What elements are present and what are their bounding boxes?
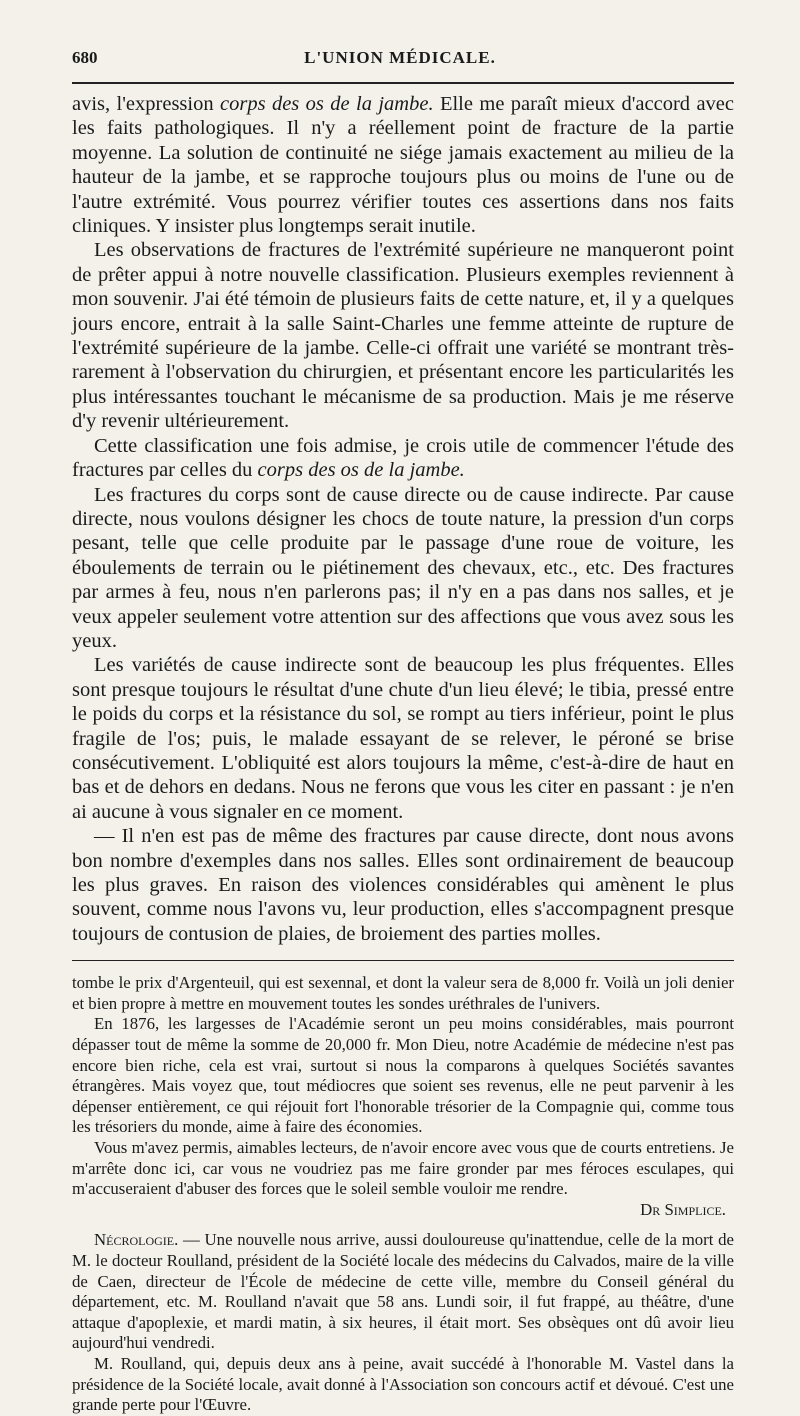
paragraph-4: Les fractures du corps sont de cause directe ou de cause indirecte. Par cause directe, nous voulons désigner les chocs de toute nature, la pression d'un corps pesant, telle que celle produite par le passage d'une roue de voiture, les éboulements de terrain ou le piétinement des chevaux, etc., etc. Des fractures par armes à feu, nous n'en parlerons pas; il n'y en a pas dans nos salles, et je veux appeler seulement votre attention sur des affections que vous avez sous les yeux. — [72, 483, 734, 652]
necrology-paragraph-1: Nécrologie. — Une nouvelle nous arrive, aussi douloureuse qu'inattendue, celle de la mort de M. le docteur Roulland, président de la Société locale des médecins du Calvados, maire de la ville de Caen, directeur de l'École de médecine de cette ville, membre du Conseil général du département, etc. M. Roulland n'avait que 58 ans. Lundi soir, il fut frappé, au théâtre, d'une attaque d'apoplexie, et mardi matin, à six heures, il était mort. Ses obsèques ont dû avoir lieu aujourd'hui vendredi. — [72, 1230, 734, 1353]
feuilleton-paragraph-1: tombe le prix d'Argenteuil, qui est sexennal, et dont la valeur sera de 8,000 fr. Voilà un joli denier et bien propre à mettre en mouvement toutes les sondes uréthrales de l'univers. — [72, 973, 734, 1013]
necrology-paragraph-2: M. Roulland, qui, depuis deux ans à peine, avait succédé à l'honorable M. Vastel dans la présidence de la Société locale, avait donné à l'Association son concours actif et dévoué. C'est une grande perte pour l'Œuvre. — [72, 1353, 734, 1415]
paragraph-1: avis, l'expression corps des os de la jambe. Elle me paraît mieux d'accord avec les faits pathologiques. Il n'y a réellement point de fracture de la partie moyenne. La solution de continuité ne siége jamais exactement au milieu de la hauteur de la jambe, et se rapproche toujours plus ou moins de l'une ou de l'autre extrémité. Vous pourrez vérifier toutes ces assertions dans nos faits cliniques. Y insister plus longtemps serait inutile. — [72, 93, 734, 238]
signature: Dr Simplice. — [640, 1199, 726, 1219]
spacer — [72, 1220, 734, 1230]
emphasis-corps-des-os-2: corps des os de la jambe. — [257, 459, 465, 482]
feuilleton-paragraph-3: Vous m'avez permis, aimables lecteurs, de n'avoir encore avec vous que de courts entretiens. Je m'arrête donc ici, car vous ne voudriez pas me faire gronder par mes féroces esculapes, qui m'accuseraient d'abuser des forces que le soleil semble vouloir me rendre. — [72, 1137, 734, 1199]
header-rule — [72, 82, 734, 84]
necrology-section — [72, 1230, 734, 1415]
feuilleton — [72, 973, 734, 1220]
main-text — [72, 92, 734, 946]
feuilleton-paragraph-2: En 1876, les largesses de l'Académie seront un peu moins considérables, mais pourront dépasser tout de même la somme de 20,000 fr. Mon Dieu, notre Académie de médecine n'est pas encore bien riche, cela est vrai, surtout si nous la comparons à quelques Sociétés savantes étrangères. Mais voyez que, tout médiocres que soient ses revenus, elle ne peut parvenir à les dépenser entièrement, ce qui réjouit fort l'honorable trésorier de la Compagnie qui, comme tous les trésoriers du monde, aime à faire des économies. — [72, 1014, 734, 1137]
feuilleton-rule — [72, 960, 734, 961]
paragraph-2: Les observations de fractures de l'extrémité supérieure ne manqueront point de prêter appui à notre nouvelle classification. Plusieurs exemples reviennent à mon souvenir. J'ai été témoin de plusieurs faits de cette nature, et, il y a quelques jours encore, entrait à la salle Saint-Charles une femme atteinte de rupture de l'extrémité supérieure de la jambe. Celle-ci offrait une variété se montrant très-rarement à l'observation du chirurgien, et présentant encore les particularités les plus intéressantes touchant le mécanisme de sa production. Mais je me réserve d'y revenir ultérieurement. — [72, 239, 734, 433]
paragraph-6: — Il n'en est pas de même des fractures par cause directe, dont nous avons bon nombre d'exemples dans nos salles. Elles sont ordinairement de beaucoup les plus graves. En raison des violences considérables qui amènent le plus souvent, comme nous l'avons vu, leur production, elles s'accompagnent presque toujours de contusion de plaies, de broiement des parties molles. — [72, 825, 734, 945]
paragraph-3: Cette classification une fois admise, je crois utile de commencer l'étude des fractures par celles du corps des os de la jambe. — [72, 434, 734, 482]
paragraph-5: Les variétés de cause indirecte sont de beaucoup les plus fréquentes. Elles sont presque toujours le résultat d'une chute d'un lieu élevé; le tibia, pressé entre le poids du corps et la résistance du sol, se rompt au tiers inférieur, point le plus fragile de l'os; puis, le malade essayant de se relever, le péroné se brise consécutivement. L'obliquité est alors toujours la même, c'est-à-dire de haut en bas et de dehors en dedans. Nous ne ferons que vous les citer en passant : je n'en ai aucune à vous signaler en ce moment. — [72, 654, 734, 823]
necrology-heading: Nécrologie. — [94, 1230, 179, 1250]
page-number: 680 — [72, 48, 98, 67]
emphasis-corps-des-os: corps des os de la jambe. — [220, 93, 434, 115]
page-header — [72, 48, 734, 78]
running-title: L'UNION MÉDICALE. — [304, 48, 496, 67]
